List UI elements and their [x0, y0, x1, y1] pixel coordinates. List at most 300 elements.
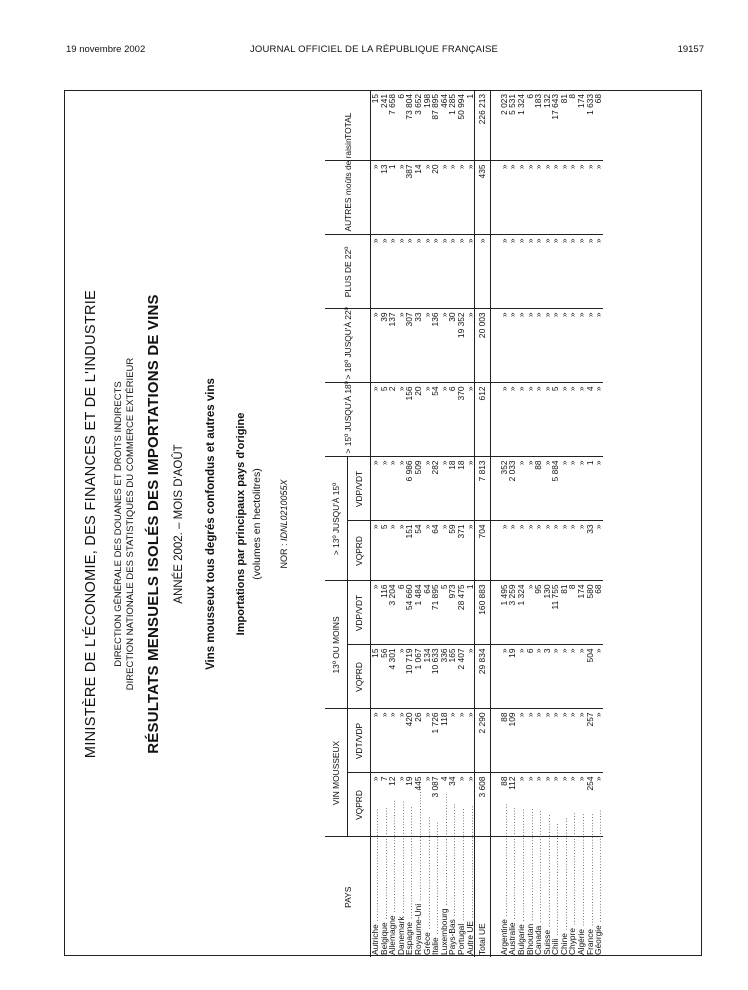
value-cell: »: [594, 645, 603, 709]
value-cell: 435: [475, 161, 491, 235]
col-15-18: > 15º JUSQU'À 18º: [325, 383, 371, 457]
value-cell: »: [466, 773, 475, 837]
value-cell: »: [534, 773, 543, 837]
value-cell: »: [560, 709, 569, 773]
value-cell: 5: [380, 383, 389, 457]
dot-leader: ........................................: [421, 816, 432, 933]
value-cell: »: [586, 309, 595, 383]
value-cell: »: [551, 773, 560, 837]
value-cell: 257: [586, 709, 595, 773]
value-cell: 109: [508, 709, 517, 773]
value-cell: 118: [440, 709, 449, 773]
col-15-vqprd: VQPRD: [348, 521, 371, 581]
nor-code: IDNL0210055X: [279, 479, 289, 542]
value-cell: 3 259: [508, 581, 517, 645]
value-cell: 464: [440, 91, 449, 161]
value-cell: 95: [534, 581, 543, 645]
value-cell: 18: [457, 457, 466, 521]
value-cell: »: [466, 645, 475, 709]
value-cell: 183: [534, 91, 543, 161]
value-cell: »: [560, 235, 569, 309]
value-cell: »: [440, 235, 449, 309]
value-cell: »: [466, 521, 475, 581]
value-cell: »: [397, 773, 406, 837]
value-cell: »: [543, 235, 552, 309]
imports-table: [325, 91, 701, 957]
value-cell: 68: [594, 91, 603, 161]
value-cell: »: [448, 235, 457, 309]
value-cell: »: [586, 161, 595, 235]
value-cell: »: [397, 645, 406, 709]
value-cell: »: [517, 383, 526, 457]
dot-leader: ........................................: [550, 822, 561, 939]
col-18-22: > 18º JUSQU'À 22º: [325, 309, 371, 383]
dot-leader: ........................................: [524, 807, 535, 924]
value-cell: »: [551, 161, 560, 235]
value-cell: »: [594, 773, 603, 837]
value-cell: 612: [475, 383, 491, 457]
table-row: [466, 91, 475, 957]
value-cell: 8: [568, 91, 577, 161]
wine-category-line: Vins mousseux tous degrés confondus et autres vins: [205, 378, 217, 670]
value-cell: »: [423, 161, 432, 235]
value-cell: »: [568, 457, 577, 521]
col-autres: AUTRES moûts de raisin: [325, 161, 371, 235]
value-cell: 137: [388, 309, 397, 383]
spacer-cell: [491, 235, 500, 309]
value-cell: 174: [577, 91, 586, 161]
dot-leader: ........................................: [541, 813, 552, 930]
value-cell: 156: [405, 383, 414, 457]
value-cell: 71 895: [431, 581, 440, 645]
spacer-cell: [491, 521, 500, 581]
value-cell: 3 087: [431, 773, 440, 837]
value-cell: »: [568, 309, 577, 383]
dot-leader: ........................................: [558, 817, 569, 934]
value-cell: 4 301: [388, 645, 397, 709]
value-cell: 5 531: [508, 91, 517, 161]
value-cell: »: [526, 383, 535, 457]
value-cell: 17 643: [551, 91, 560, 161]
value-cell: 509: [414, 457, 423, 521]
value-cell: 56: [380, 645, 389, 709]
value-cell: 13: [380, 161, 389, 235]
value-cell: »: [371, 309, 380, 383]
spacer-cell: [491, 645, 500, 709]
value-cell: »: [500, 521, 509, 581]
value-cell: »: [371, 383, 380, 457]
col-13-vdt: VDP/VDT: [348, 581, 371, 645]
value-cell: 370: [457, 383, 466, 457]
col-total: TOTAL: [325, 91, 371, 161]
value-cell: 7 813: [475, 457, 491, 521]
value-cell: 10 719: [405, 645, 414, 709]
value-cell: »: [371, 521, 380, 581]
value-cell: »: [526, 581, 535, 645]
dot-leader: ........................................: [593, 809, 604, 926]
value-cell: 580: [586, 581, 595, 645]
value-cell: »: [568, 645, 577, 709]
value-cell: »: [500, 645, 509, 709]
value-cell: 59: [448, 521, 457, 581]
spacer-cell: [491, 309, 500, 383]
dot-leader: ........................................: [412, 787, 423, 904]
value-cell: 87 895: [431, 91, 440, 161]
value-cell: »: [466, 161, 475, 235]
value-cell: »: [577, 457, 586, 521]
country-name: Royaume-Uni: [412, 903, 423, 955]
value-cell: »: [371, 235, 380, 309]
value-cell: »: [500, 383, 509, 457]
value-cell: »: [440, 309, 449, 383]
value-cell: »: [457, 773, 466, 837]
value-cell: 64: [431, 521, 440, 581]
value-cell: 704: [475, 521, 491, 581]
country-name: Pays-Bas: [447, 919, 458, 955]
value-cell: 54: [431, 383, 440, 457]
country-name: Chypre: [567, 928, 578, 955]
value-cell: »: [388, 235, 397, 309]
country-name: Argentine: [498, 919, 509, 955]
col-group-13-ou-moins: 13º OU MOINS: [325, 581, 348, 709]
value-cell: 50 994: [457, 91, 466, 161]
value-cell: 11 755: [551, 581, 560, 645]
value-cell: »: [568, 773, 577, 837]
value-cell: 1 633: [586, 91, 595, 161]
value-cell: »: [560, 383, 569, 457]
value-cell: »: [457, 235, 466, 309]
value-cell: »: [594, 521, 603, 581]
value-cell: 12: [388, 773, 397, 837]
value-cell: 226 213: [475, 91, 491, 161]
value-cell: »: [534, 383, 543, 457]
dot-leader: ........................................: [430, 821, 441, 938]
value-cell: 1: [466, 581, 475, 645]
value-cell: 29 834: [475, 645, 491, 709]
spacer-cell: [491, 161, 500, 235]
value-cell: 371: [457, 521, 466, 581]
value-cell: »: [371, 709, 380, 773]
value-cell: »: [551, 709, 560, 773]
value-cell: »: [577, 383, 586, 457]
value-cell: »: [371, 161, 380, 235]
value-cell: 5: [380, 521, 389, 581]
value-cell: »: [526, 773, 535, 837]
value-cell: »: [397, 383, 406, 457]
value-cell: 15: [371, 645, 380, 709]
value-cell: »: [551, 309, 560, 383]
value-cell: 1 285: [448, 91, 457, 161]
value-cell: »: [380, 457, 389, 521]
country-cell: [593, 809, 604, 957]
table-row: [594, 91, 603, 957]
country-name: Algérie: [576, 928, 587, 955]
header-journal-title: JOURNAL OFFICIEL DE LA RÉPUBLIQUE FRANÇAISE: [249, 44, 499, 55]
country-name: Portugal: [455, 923, 466, 955]
value-cell: »: [371, 581, 380, 645]
col-group-vin-mousseux: VIN MOUSSEUX: [325, 709, 348, 837]
value-cell: 1 324: [517, 581, 526, 645]
value-cell: »: [543, 383, 552, 457]
value-cell: »: [457, 709, 466, 773]
value-cell: »: [448, 709, 457, 773]
value-cell: »: [551, 235, 560, 309]
value-cell: »: [560, 161, 569, 235]
value-cell: »: [397, 709, 406, 773]
value-cell: 81: [560, 581, 569, 645]
value-cell: 33: [586, 521, 595, 581]
col-pays: PAYS: [325, 837, 371, 957]
value-cell: 6: [526, 91, 535, 161]
value-cell: 174: [577, 581, 586, 645]
value-cell: »: [577, 645, 586, 709]
value-cell: 3 608: [475, 773, 491, 837]
value-cell: »: [508, 235, 517, 309]
value-cell: 445: [414, 773, 423, 837]
value-cell: »: [577, 235, 586, 309]
dot-leader: ........................................: [387, 799, 398, 916]
col-mousseux-vqprd: VQPRD: [348, 773, 371, 837]
value-cell: »: [423, 383, 432, 457]
value-cell: »: [517, 457, 526, 521]
value-cell: 2 290: [475, 709, 491, 773]
value-cell: »: [423, 457, 432, 521]
value-cell: 198: [423, 91, 432, 161]
value-cell: »: [568, 709, 577, 773]
value-cell: »: [423, 521, 432, 581]
country-name: Grèce: [421, 932, 432, 955]
value-cell: »: [594, 383, 603, 457]
value-cell: »: [457, 161, 466, 235]
country-cell: [475, 837, 491, 957]
value-cell: 8: [568, 581, 577, 645]
value-cell: 6: [526, 645, 535, 709]
value-cell: »: [371, 773, 380, 837]
value-cell: »: [475, 235, 491, 309]
value-cell: 151: [405, 521, 414, 581]
dot-leader: ........................................: [404, 806, 415, 922]
value-cell: 2 407: [457, 645, 466, 709]
country-name: Canada: [533, 925, 544, 955]
value-cell: »: [594, 709, 603, 773]
value-cell: »: [543, 309, 552, 383]
col-13-vqprd: VQPRD: [348, 645, 371, 709]
value-cell: 3: [543, 645, 552, 709]
country-name: Espagne: [404, 921, 415, 955]
dot-leader: ........................................: [576, 813, 587, 929]
value-cell: »: [534, 309, 543, 383]
ministry-title: MINISTÈRE DE L'ÉCONOMIE, DES FINANCES ET DE L'INDUSTRIE: [83, 289, 99, 759]
document-frame: [64, 90, 702, 956]
dot-leader: ........................................: [395, 800, 406, 917]
value-cell: 1 067: [414, 645, 423, 709]
country-name: France: [584, 928, 595, 955]
value-cell: »: [594, 309, 603, 383]
value-cell: »: [431, 235, 440, 309]
value-cell: »: [388, 709, 397, 773]
value-cell: 33: [414, 309, 423, 383]
value-cell: 6: [448, 383, 457, 457]
value-cell: »: [577, 709, 586, 773]
imports-subtitle: Importations par principaux pays d'origine: [235, 412, 247, 636]
value-cell: 282: [431, 457, 440, 521]
value-cell: »: [388, 521, 397, 581]
value-cell: 20: [414, 383, 423, 457]
value-cell: 54: [414, 521, 423, 581]
nor-reference: [279, 91, 289, 957]
country-name: Luxembourg: [438, 908, 449, 955]
value-cell: 336: [440, 645, 449, 709]
dot-leader: ........................................: [515, 808, 526, 925]
value-cell: 420: [405, 709, 414, 773]
value-cell: »: [543, 773, 552, 837]
value-cell: »: [560, 521, 569, 581]
country-name: Bulgarie: [515, 924, 526, 955]
value-cell: 5: [551, 383, 560, 457]
direction-line-2: DIRECTION NATIONALE DES STATISTIQUES DU COMMERCE EXTÉRIEUR: [125, 357, 136, 691]
results-title: RÉSULTATS MENSUELS ISOLÉS DES IMPORTATIONS DE VINS: [145, 294, 162, 754]
value-cell: 1 484: [414, 581, 423, 645]
value-cell: »: [577, 521, 586, 581]
value-cell: »: [440, 521, 449, 581]
value-cell: 20 003: [475, 309, 491, 383]
value-cell: »: [526, 309, 535, 383]
value-cell: 973: [448, 581, 457, 645]
country-name: Danemark: [395, 916, 406, 955]
value-cell: »: [526, 709, 535, 773]
value-cell: 5 884: [551, 457, 560, 521]
country-name: Italie: [430, 937, 441, 955]
value-cell: 88: [534, 457, 543, 521]
value-cell: 2 033: [508, 457, 517, 521]
value-cell: 352: [500, 457, 509, 521]
value-cell: »: [466, 709, 475, 773]
value-cell: »: [508, 521, 517, 581]
value-cell: 19: [508, 645, 517, 709]
value-cell: »: [397, 457, 406, 521]
value-cell: 15: [371, 91, 380, 161]
value-cell: »: [577, 161, 586, 235]
dot-leader: ........................................: [438, 792, 449, 909]
value-cell: »: [526, 457, 535, 521]
value-cell: »: [568, 521, 577, 581]
value-cell: »: [380, 235, 389, 309]
value-cell: »: [526, 521, 535, 581]
country-cell: [464, 805, 475, 957]
value-cell: 5: [440, 581, 449, 645]
dot-leader: ........................................: [507, 806, 518, 923]
value-cell: »: [500, 309, 509, 383]
dot-leader: ........................................: [498, 803, 509, 920]
value-cell: 3 652: [414, 91, 423, 161]
value-cell: 241: [380, 91, 389, 161]
value-cell: 160 883: [475, 581, 491, 645]
country-name: Géorgie: [593, 925, 604, 955]
col-mousseux-vdt: VDT/VDP: [348, 709, 371, 773]
value-cell: 30: [448, 309, 457, 383]
country-name: Chine: [558, 933, 569, 955]
value-cell: 387: [405, 161, 414, 235]
country-name: Belgique: [378, 922, 389, 955]
value-cell: 68: [594, 581, 603, 645]
col-plus-22: PLUS DE 22º: [325, 235, 371, 309]
value-cell: 4: [586, 383, 595, 457]
value-cell: »: [371, 457, 380, 521]
value-cell: 4: [440, 773, 449, 837]
dot-leader: ........................................: [533, 809, 544, 926]
value-cell: »: [500, 161, 509, 235]
value-cell: »: [594, 457, 603, 521]
value-cell: »: [560, 457, 569, 521]
value-cell: »: [551, 521, 560, 581]
rotated-sheet: [65, 91, 701, 957]
value-cell: 88: [500, 773, 509, 837]
dot-leader: ........................................: [447, 803, 458, 920]
col-group-13-15: > 13º JUSQU'À 15º: [325, 457, 348, 581]
value-cell: 14: [414, 161, 423, 235]
value-cell: »: [423, 709, 432, 773]
value-cell: 26: [414, 709, 423, 773]
value-cell: »: [534, 645, 543, 709]
value-cell: »: [594, 161, 603, 235]
value-cell: »: [423, 309, 432, 383]
value-cell: »: [466, 457, 475, 521]
value-cell: 73 804: [405, 91, 414, 161]
country-name: Australie: [507, 922, 518, 955]
value-cell: 1 495: [500, 581, 509, 645]
value-cell: »: [568, 235, 577, 309]
value-cell: 19 352: [457, 309, 466, 383]
value-cell: 2 023: [500, 91, 509, 161]
value-cell: »: [397, 161, 406, 235]
year-month-line: ANNÉE 2002. – MOIS D'AOÛT: [173, 444, 185, 604]
direction-line-1: DIRECTION GÉNÉRALE DES DOUANES ET DROITS INDIRECTS: [113, 381, 124, 667]
dot-leader: ........................................: [370, 808, 380, 925]
value-cell: »: [517, 161, 526, 235]
value-cell: »: [543, 709, 552, 773]
value-cell: 254: [586, 773, 595, 837]
value-cell: »: [534, 709, 543, 773]
value-cell: 112: [508, 773, 517, 837]
value-cell: 1: [586, 457, 595, 521]
value-cell: 18: [448, 457, 457, 521]
country-name: Total UE: [477, 923, 488, 955]
value-cell: 1 324: [517, 91, 526, 161]
col-15-vdt: VDP/VDT: [348, 457, 371, 521]
value-cell: »: [397, 521, 406, 581]
country-name: Autre UE: [464, 921, 475, 955]
value-cell: »: [423, 773, 432, 837]
value-cell: »: [551, 645, 560, 709]
value-cell: 307: [405, 309, 414, 383]
value-cell: 6 986: [405, 457, 414, 521]
value-cell: 504: [586, 645, 595, 709]
value-cell: »: [508, 383, 517, 457]
value-cell: 64: [423, 581, 432, 645]
value-cell: »: [414, 235, 423, 309]
country-name: Autriche: [370, 924, 380, 955]
country-name: Bhoutan: [524, 923, 535, 955]
dot-leader: ........................................: [378, 806, 389, 923]
value-cell: »: [543, 457, 552, 521]
header-date: 19 novembre 2002: [66, 44, 146, 55]
value-cell: »: [586, 235, 595, 309]
value-cell: »: [534, 235, 543, 309]
value-cell: 130: [543, 581, 552, 645]
value-cell: »: [423, 235, 432, 309]
country-name: Suisse: [541, 929, 552, 955]
value-cell: 1: [388, 161, 397, 235]
